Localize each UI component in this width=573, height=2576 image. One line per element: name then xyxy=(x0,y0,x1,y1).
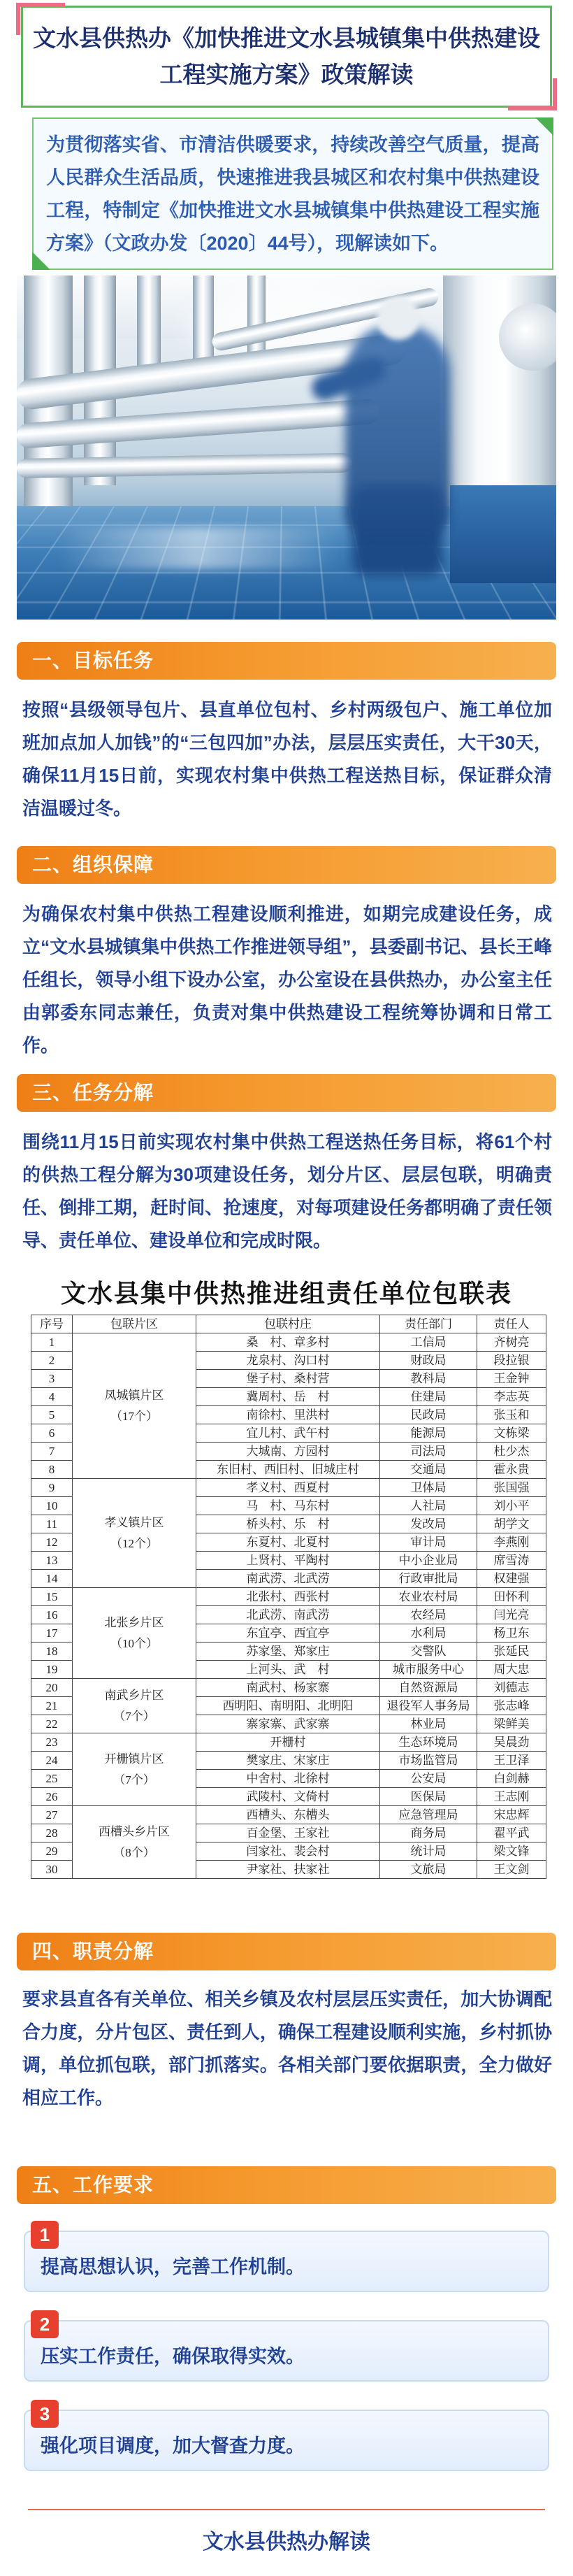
cell-number: 1 xyxy=(31,1333,73,1352)
cell-number: 23 xyxy=(31,1733,73,1752)
header-villages: 包联村庄 xyxy=(196,1315,380,1333)
cell-number: 8 xyxy=(31,1461,73,1479)
cell-person: 宋忠辉 xyxy=(477,1806,546,1824)
cell-villages: 龙泉村、沟口村 xyxy=(196,1352,380,1370)
header-area: 包联片区 xyxy=(73,1315,196,1333)
cell-villages: 孝义村、西夏村 xyxy=(196,1479,380,1497)
table-row xyxy=(31,1479,546,1497)
cell-area xyxy=(73,1588,196,1679)
cell-department: 文旅局 xyxy=(380,1861,477,1879)
cell-person: 张志峰 xyxy=(477,1697,546,1715)
cell-department: 教科局 xyxy=(380,1370,477,1388)
section-header-goals xyxy=(17,642,556,680)
section-header-duties xyxy=(17,1933,556,1970)
cell-number: 4 xyxy=(31,1388,73,1406)
cell-number: 22 xyxy=(31,1715,73,1733)
table-row xyxy=(31,1679,546,1697)
cell-department: 林业局 xyxy=(380,1715,477,1733)
header-department: 责任部门 xyxy=(380,1315,477,1333)
cell-villages: 东夏村、北夏村 xyxy=(196,1533,380,1552)
cell-department: 司法局 xyxy=(380,1443,477,1461)
section-header-organization xyxy=(17,846,556,884)
cell-person: 文栋梁 xyxy=(477,1424,546,1443)
table-body xyxy=(31,1333,546,1879)
cell-person: 王志刚 xyxy=(477,1788,546,1806)
cell-number: 14 xyxy=(31,1570,73,1588)
header-photo xyxy=(17,276,556,620)
page-title-line-1: 文水县供热办《加快推进文水县城镇集中供热建设 xyxy=(33,25,540,51)
table-row xyxy=(31,1333,546,1352)
cell-villages: 南武涝、北武涝 xyxy=(196,1570,380,1588)
section-header-requirements xyxy=(17,2166,556,2204)
responsibility-table xyxy=(31,1315,546,1879)
cell-number: 27 xyxy=(31,1806,73,1824)
cell-villages: 苏家堡、郑家庄 xyxy=(196,1643,380,1661)
cell-department: 财政局 xyxy=(380,1352,477,1370)
cell-number: 13 xyxy=(31,1552,73,1570)
cell-department: 工信局 xyxy=(380,1333,477,1352)
cell-area xyxy=(73,1333,196,1479)
section-header-tasks xyxy=(17,1074,556,1112)
area-name: 凤城镇片区 xyxy=(104,1388,164,1402)
cell-person: 张玉和 xyxy=(477,1406,546,1424)
cell-department: 发改局 xyxy=(380,1515,477,1533)
cell-number: 6 xyxy=(31,1424,73,1443)
section-body-goals: 按照“县级领导包片、县直单位包村、乡村两级包户、施工单位加班加点加人加钱”的“三包四加”办法，层层压实责任，大干30天，确保11月15日前，实现农村集中供热工程送热目标，保证群众清洁温暖过冬。 xyxy=(22,699,552,819)
section-title: 三、任务分解 xyxy=(32,1082,154,1103)
cell-villages: 南武村、杨家寨 xyxy=(196,1679,380,1697)
cell-villages: 闫家社、裴会村 xyxy=(196,1842,380,1861)
cell-person: 刘德志 xyxy=(477,1679,546,1697)
cell-department: 民政局 xyxy=(380,1406,477,1424)
cell-department: 自然资源局 xyxy=(380,1679,477,1697)
cell-number: 10 xyxy=(31,1497,73,1515)
cell-person: 吴晨劲 xyxy=(477,1733,546,1752)
cell-department: 统计局 xyxy=(380,1842,477,1861)
photo-worker-body xyxy=(345,324,450,534)
requirement-number-badge: 3 xyxy=(31,2400,59,2428)
cell-person: 段拉银 xyxy=(477,1352,546,1370)
requirement-card xyxy=(24,2314,549,2382)
area-name: 北张乡片区 xyxy=(104,1615,164,1629)
cell-department: 公安局 xyxy=(380,1770,477,1788)
cell-department: 能源局 xyxy=(380,1424,477,1443)
cell-villages: 宜儿村、武午村 xyxy=(196,1424,380,1443)
cell-villages: 尹家社、扶家社 xyxy=(196,1861,380,1879)
cell-person: 霍永贵 xyxy=(477,1461,546,1479)
cell-number: 12 xyxy=(31,1533,73,1552)
cell-department: 交通局 xyxy=(380,1461,477,1479)
cell-person: 王文剑 xyxy=(477,1861,546,1879)
area-name: 孝义镇片区 xyxy=(104,1515,164,1529)
cell-department: 商务局 xyxy=(380,1824,477,1842)
cell-department: 农经局 xyxy=(380,1606,477,1624)
cell-villages: 北张村、西张村 xyxy=(196,1588,380,1606)
cell-person: 刘小平 xyxy=(477,1497,546,1515)
cell-area xyxy=(73,1679,196,1733)
table-title: 文水县集中供热推进组责任单位包联表 xyxy=(60,1280,512,1308)
cell-villages: 寨家寨、武家寨 xyxy=(196,1715,380,1733)
cell-person: 权建强 xyxy=(477,1570,546,1588)
cell-number: 17 xyxy=(31,1624,73,1643)
cell-department: 住建局 xyxy=(380,1388,477,1406)
cell-area xyxy=(73,1733,196,1806)
cell-number: 9 xyxy=(31,1479,73,1497)
cell-department: 医保局 xyxy=(380,1788,477,1806)
cell-number: 7 xyxy=(31,1443,73,1461)
requirement-number-badge: 1 xyxy=(31,2221,59,2249)
cell-number: 28 xyxy=(31,1824,73,1842)
cell-department: 行政审批局 xyxy=(380,1570,477,1588)
photo-worker-helmet xyxy=(377,296,420,340)
cell-number: 29 xyxy=(31,1842,73,1861)
cell-villages: 上贤村、平陶村 xyxy=(196,1552,380,1570)
section-title: 五、工作要求 xyxy=(32,2174,154,2196)
cell-department: 应急管理局 xyxy=(380,1806,477,1824)
cell-department: 市场监管局 xyxy=(380,1752,477,1770)
page-title-line-2: 工程实施方案》政策解读 xyxy=(159,62,414,87)
cell-person: 齐树亮 xyxy=(477,1333,546,1352)
photo-floor-reflection xyxy=(59,527,338,569)
area-name: 开栅镇片区 xyxy=(104,1752,164,1766)
cell-department: 交警队 xyxy=(380,1643,477,1661)
cell-person: 梁文锋 xyxy=(477,1842,546,1861)
area-count: （7个） xyxy=(113,1773,155,1787)
cell-number: 18 xyxy=(31,1643,73,1661)
table-row xyxy=(31,1806,546,1824)
cell-department: 农业农村局 xyxy=(380,1588,477,1606)
area-count: （7个） xyxy=(113,1709,155,1723)
cell-department: 城市服务中心 xyxy=(380,1661,477,1679)
cell-person: 杜少杰 xyxy=(477,1443,546,1461)
page-title-box xyxy=(21,6,552,108)
cell-person: 白剑赫 xyxy=(477,1770,546,1788)
cell-department: 审计局 xyxy=(380,1533,477,1552)
cell-villages: 桥头村、乐 村 xyxy=(196,1515,380,1533)
cell-villages: 中舍村、北徐村 xyxy=(196,1770,380,1788)
cell-area xyxy=(73,1806,196,1879)
section-body-duties: 要求县直各有关单位、相关乡镇及农村层层压实责任，加大协调配合力度，分片包区、责任到人，确保工程建设顺利实施，乡村抓协调，单位抓包联，部门抓落实。各相关部门要依据职责，全力做好相应工作。 xyxy=(22,1989,552,2108)
cell-person: 翟平武 xyxy=(477,1824,546,1842)
cell-department: 人社局 xyxy=(380,1497,477,1515)
cell-number: 26 xyxy=(31,1788,73,1806)
cell-number: 30 xyxy=(31,1861,73,1879)
cell-person: 张延民 xyxy=(477,1643,546,1661)
cell-person: 田怀利 xyxy=(477,1588,546,1606)
requirement-text: 压实工作责任，确保取得实效。 xyxy=(41,2346,305,2367)
photo-pipe xyxy=(193,276,214,366)
cell-department: 退役军人事务局 xyxy=(380,1697,477,1715)
requirement-text: 强化项目调度，加大督查力度。 xyxy=(41,2435,305,2456)
cell-person: 席雪涛 xyxy=(477,1552,546,1570)
section-title: 四、职责分解 xyxy=(32,1940,154,1962)
area-count: （8个） xyxy=(113,1845,155,1859)
cell-villages: 马 村、马东村 xyxy=(196,1497,380,1515)
footer-divider xyxy=(28,2509,545,2510)
cell-number: 21 xyxy=(31,1697,73,1715)
section-body-organization: 为确保农村集中供热工程建设顺利推进，如期完成建设任务，成立“文水县城镇集中供热工作推进领导组”，县委副书记、县长王峰任组长，领导小组下设办公室，办公室设在县供热办，办公室主任由郭委东同志兼任，负责对集中供热建设工程统筹协调和日常工作。 xyxy=(22,903,552,1056)
cell-villages: 武陵村、文倚村 xyxy=(196,1788,380,1806)
cell-villages: 东旧村、西旧村、旧城庄村 xyxy=(196,1461,380,1479)
cell-person: 闫光亮 xyxy=(477,1606,546,1624)
cell-number: 20 xyxy=(31,1679,73,1697)
footer-signature: 文水县供热办解读 xyxy=(203,2531,370,2554)
requirement-card xyxy=(24,2224,549,2292)
cell-villages: 开栅村 xyxy=(196,1733,380,1752)
cell-number: 19 xyxy=(31,1661,73,1679)
requirement-card xyxy=(24,2403,549,2471)
cell-person: 李燕刚 xyxy=(477,1533,546,1552)
intro-text: 为贯彻落实省、市清洁供暖要求，持续改善空气质量，提高人民群众生活品质，快速推进我县城区和农村集中供热建设工程，特制定《加快推进文水县城镇集中供热建设工程实施方案》（文政办发〔2020〕44号），现解读如下。 xyxy=(46,134,539,254)
section-title: 二、组织保障 xyxy=(32,854,154,875)
table-row xyxy=(31,1588,546,1606)
cell-number: 15 xyxy=(31,1588,73,1606)
cell-department: 水利局 xyxy=(380,1624,477,1643)
intro-box xyxy=(32,117,553,270)
cell-villages: 樊家庄、宋家庄 xyxy=(196,1752,380,1770)
cell-villages: 北武涝、南武涝 xyxy=(196,1606,380,1624)
cell-villages: 百金堡、王家社 xyxy=(196,1824,380,1842)
cell-villages: 西槽头、东槽头 xyxy=(196,1806,380,1824)
table-head xyxy=(31,1315,546,1333)
area-count: （12个） xyxy=(110,1536,158,1550)
area-count: （17个） xyxy=(110,1409,158,1423)
cell-number: 2 xyxy=(31,1352,73,1370)
cell-person: 周大忠 xyxy=(477,1661,546,1679)
cell-villages: 南徐村、里洪村 xyxy=(196,1406,380,1424)
header-person: 责任人 xyxy=(477,1315,546,1333)
header-number: 序号 xyxy=(31,1315,73,1333)
cell-department: 中小企业局 xyxy=(380,1552,477,1570)
cell-number: 3 xyxy=(31,1370,73,1388)
area-name: 西槽头乡片区 xyxy=(99,1824,170,1838)
cell-villages: 冀周村、岳 村 xyxy=(196,1388,380,1406)
cell-number: 11 xyxy=(31,1515,73,1533)
cell-villages: 堡子村、桑村营 xyxy=(196,1370,380,1388)
cell-villages: 桑 村、章多村 xyxy=(196,1333,380,1352)
responsibility-table-image xyxy=(17,1270,556,1884)
cell-villages: 上河头、武 村 xyxy=(196,1661,380,1679)
cell-area xyxy=(73,1479,196,1588)
cell-number: 5 xyxy=(31,1406,73,1424)
cell-department: 生态环境局 xyxy=(380,1733,477,1752)
table-row xyxy=(31,1733,546,1752)
cell-person: 梁鲜美 xyxy=(477,1715,546,1733)
cell-department: 卫体局 xyxy=(380,1479,477,1497)
cell-number: 24 xyxy=(31,1752,73,1770)
cell-person: 胡学文 xyxy=(477,1515,546,1533)
photo-machine xyxy=(450,485,556,583)
cell-person: 王卫泽 xyxy=(477,1752,546,1770)
cell-villages: 东宜亭、西宜亭 xyxy=(196,1624,380,1643)
area-count: （10个） xyxy=(110,1636,158,1650)
cell-person: 王金钟 xyxy=(477,1370,546,1388)
requirement-number-badge: 2 xyxy=(31,2310,59,2338)
cell-villages: 大城南、方园村 xyxy=(196,1443,380,1461)
cell-villages: 西明阳、南明阳、北明阳 xyxy=(196,1697,380,1715)
section-body-tasks: 围绕11月15日前实现农村集中供热工程送热任务目标，将61个村的供热工程分解为30项建设任务，划分片区、层层包联，明确责任、倒排工期，赶时间、抢速度，对每项建设任务都明确了责任领导、责任单位、建设单位和完成时限。 xyxy=(22,1131,552,1251)
cell-person: 杨卫东 xyxy=(477,1624,546,1643)
requirement-text: 提高思想认识，完善工作机制。 xyxy=(41,2256,305,2277)
table-header-row xyxy=(31,1315,546,1333)
cell-number: 25 xyxy=(31,1770,73,1788)
area-name: 南武乡片区 xyxy=(104,1688,164,1702)
cell-person: 李志英 xyxy=(477,1388,546,1406)
cell-person: 张国强 xyxy=(477,1479,546,1497)
section-title: 一、目标任务 xyxy=(32,650,154,671)
cell-number: 16 xyxy=(31,1606,73,1624)
